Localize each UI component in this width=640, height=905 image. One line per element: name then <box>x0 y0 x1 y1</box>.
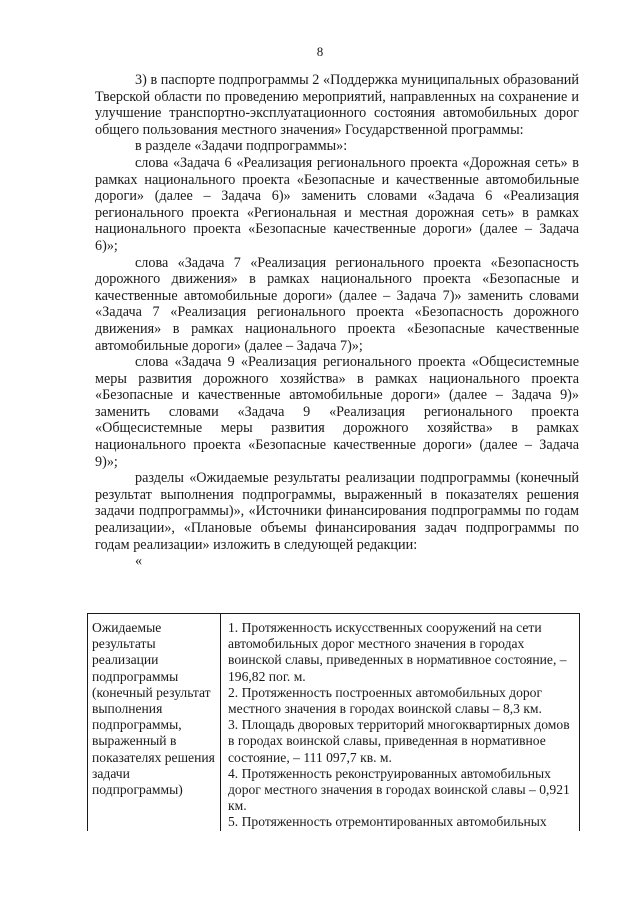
paragraph-task-9: слова «Задача 9 «Реализация регионального проекта «Общесистемные меры развития дорожного хозяйства» в рамках национального проекта «Безопасные и качественные автомобильные дороги» (далее – Задача 9)» заменить словами «Задача 9 «Реализация регионального проекта «Общесистемные меры развития дорожного хозяйства» в рамках национального проекта «Безопасные качественные дороги» (далее – Задача 9)»; <box>95 354 579 470</box>
expected-results-table <box>87 613 580 831</box>
page-number: 8 <box>316 44 324 59</box>
paragraph-passport-subprogram: 3) в паспорте подпрограммы 2 «Поддержка муниципальных образований Тверской области по проведению мероприятий, направленных на сохранение и улучшение транспортно-эксплуатационного состояния автомобильных дорог общего пользования местного значения» Государственной программы: <box>95 72 579 138</box>
expected-results-items <box>221 614 580 831</box>
result-item-2: 2. Протяженность построенных автомобильных дорог местного значения в городах воинской славы – 8,3 км. <box>228 684 543 717</box>
paragraph-tasks-section: в разделе «Задачи подпрограммы»: <box>135 138 348 155</box>
result-item-1: 1. Протяженность искусственных сооружений на сети автомобильных дорог местного значения в городах воинской славы, приведенных в нормативное состояние, – 196,82 пог. м. <box>228 620 567 684</box>
table-row <box>88 614 580 831</box>
document-body <box>95 72 579 569</box>
paragraph-task-6: слова «Задача 6 «Реализация регионального проекта «Дорожная сеть» в рамках национального проекта «Безопасные и качественные автомобильные дороги» (далее – Задача 6)» заменить словами «Задача 6 «Реализация регионального проекта «Региональная и местная дорожная сеть» в рамках национального проекта «Безопасные качественные дороги» (далее – Задача 6)»; <box>95 154 579 254</box>
paragraph-sections-new-edition: разделы «Ожидаемые результаты реализации подпрограммы (конечный результат выполнения подпрограммы, выраженный в показателях решения задачи подпрограммы)», «Источники финансирования подпрограммы по годам реализации», «Плановые объемы финансирования задач подпрограммы по годам реализации» изложить в следующей редакции: <box>95 470 579 553</box>
result-item-3: 3. Площадь дворовых территорий многоквартирных домов в городах воинской славы, приведенная в нормативное состояние, – 111 097,7 кв. м. <box>228 717 570 765</box>
result-item-5: 5. Протяженность отремонтированных автомобильных <box>228 814 547 830</box>
opening-quote-mark: « <box>135 553 143 570</box>
result-item-4: 4. Протяженность реконструированных автомобильных дорог местного значения в городах воинской славы – 0,921 км. <box>228 765 570 814</box>
expected-results-label: Ожидаемые результаты реализации подпрограммы (конечный результат выполнения подпрограммы, выраженный в показателях решения задачи подпрограммы) <box>88 614 221 831</box>
paragraph-task-7: слова «Задача 7 «Реализация регионального проекта «Безопасность дорожного движения» в рамках национального проекта «Безопасные и качественные автомобильные дороги» (далее – Задача 7)» заменить словами «Задача 7 «Реализация регионального проекта «Безопасность дорожного движения» в рамках национального проекта «Безопасные качественные автомобильные дороги» (далее – Задача 7)»; <box>95 254 579 354</box>
